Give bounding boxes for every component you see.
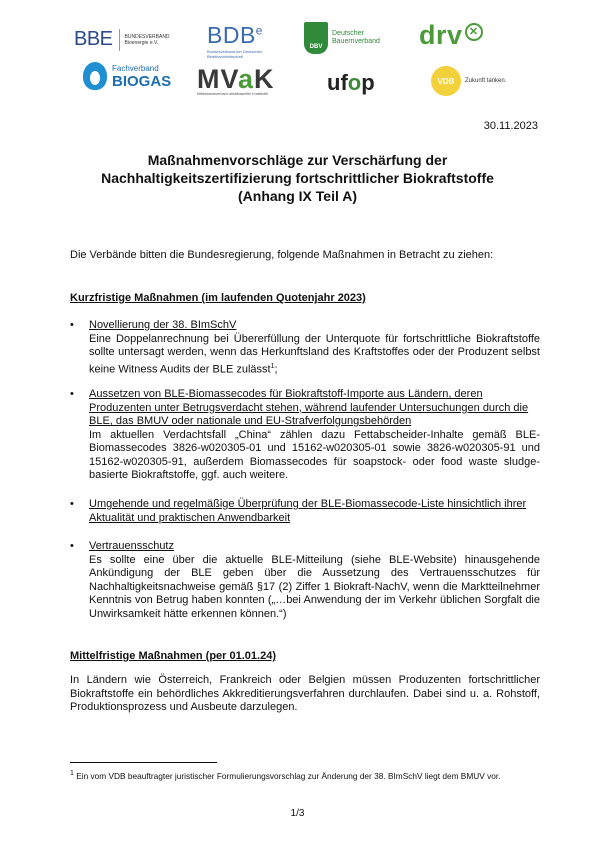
dbv-logo (304, 22, 380, 54)
bullet-icon: • (70, 540, 74, 552)
bullet-icon: • (70, 319, 74, 331)
dbv-logo-text: Deutscher Bauernverband (332, 30, 380, 45)
footnote: $^1$ Ein vom VDB beauftragter juristischer Formulierungsvorschlag zur Änderung der 38. BImSchV liegt dem BMUV vor. (70, 770, 501, 781)
list-item (70, 319, 540, 377)
logo-header (0, 0, 595, 110)
intro-text: Die Verbände bitten die Bundesregierung, folgende Maßnahmen in Betracht zu ziehen: (70, 249, 494, 261)
section-heading-medium-term: Mittelfristige Maßnahmen (per 01.01.24) (70, 650, 276, 662)
drv-cross-icon: ✕ (465, 23, 483, 41)
medium-term-paragraph: In Ländern wie Österreich, Frankreich oder Belgien müssen Produzenten fortschrittlicher Biokraftstoffe ein behördliches Akkreditierungsverfahren durchlaufen. Dabei sind u. a. Rohstoff, Produktionsprozess und Ausbeute darzulegen. (70, 674, 540, 713)
mvak-logo (197, 66, 275, 96)
list-item-heading: Aussetzen von BLE-Biomassecodes für Biokraftstoff-Importe aus Ländern, deren Produzenten unter Betrugsverdacht stehen, während laufender Untersuchungen durch die BLE, das BMUV oder nationale und EU-Strafverfolgungsbehörden (89, 388, 529, 427)
page-number: 1/3 (290, 808, 305, 819)
list-item-text: Im aktuellen Verdachtsfall „China“ zählen dazu Fettabscheider-Inhalte gemäß BLE-Biomassecodes 3826-w020305-01 und 15162-w020305-01 sowie 3826-w020305-91 und 15162-w020305-91, außerdem Biomassecodes für soapstock- oder food waste sludge-basierte Biokraftstoffe, ggf. auch weitere. (89, 428, 540, 481)
vdb-tagline: Zukunft tanken. (465, 78, 507, 84)
bullet-icon: • (70, 498, 74, 510)
list-item-text: Es sollte eine über die aktuelle BLE-Mitteilung (siehe BLE-Website) hinausgehende Ankündigung der BLE geben über die Aussetzung des Vertrauensschutzes für Nachhaltigkeitsnachweise gemäß §17 (2) Ziffer 1 Biokraft-NachV, wenn die Marktteilnehmer Kenntnis von Betrug haben konnten („…bei Anwendung der im Verkehr üblichen Sorgfalt die Unwirksamkeit hätte erkennen können.“) (89, 553, 540, 620)
mvak-logo-mark: MVaK (197, 64, 275, 94)
bdbe-logo (207, 22, 267, 59)
document-date: 30.11.2023 (483, 120, 538, 132)
bbe-logo-text: BUNDESVERBAND Bioenergie e.V. (124, 33, 170, 46)
list-item (70, 498, 540, 525)
list-item-heading: Vertrauensschutz (89, 540, 174, 552)
drv-logo-mark: drv (419, 20, 463, 50)
bbe-logo-divider (119, 29, 120, 51)
dbv-shield-icon: DBV (304, 22, 328, 54)
list-item (70, 388, 540, 483)
section-heading-short-term: Kurzfristige Maßnahmen (im laufenden Quotenjahr 2023) (70, 292, 366, 304)
ufop-logo (327, 70, 375, 96)
biogas-flame-icon (83, 62, 107, 90)
vdb-badge-icon: VDB (431, 66, 461, 96)
list-item-text: Eine Doppelanrechnung bei Übererfüllung der Unterquote für fortschrittliche Biokraftstoffe sollte untersagt werden, wenn das Herkunftsland des Kraftstoffes oder der Produzent selbst keine Witness Audits der BLE zulässt$^1$; (89, 332, 540, 376)
mvak-logo-subtitle: Mittelstandsverband abfallbasierter Kraftstoffe (197, 92, 269, 96)
bbe-logo-mark: BBE (74, 28, 113, 50)
document-title: Maßnahmenvorschläge zur Verschärfung der Nachhaltigkeitszertifizierung fortschrittlicher Biokraftstoffe (Anhang IX Teil A) (101, 152, 494, 204)
biogas-logo-text: Fachverband BIOGAS (112, 63, 172, 90)
footnote-divider (70, 762, 217, 763)
list-item (70, 540, 540, 621)
bullet-icon: • (70, 388, 74, 400)
footnote-ref: 1 (270, 362, 275, 370)
fachverband-biogas-logo (83, 62, 171, 90)
list-item-heading: Novellierung der 38. BImSchV (89, 319, 237, 331)
ufop-logo-mark: ufop (327, 70, 375, 95)
bbe-logo (74, 28, 170, 51)
drv-logo (419, 20, 483, 51)
bdbe-logo-subtitle: Bundesverband der Deutschen Bioethanolwirtschaft (207, 49, 263, 59)
vdb-logo (431, 66, 506, 96)
list-item-heading: Umgehende und regelmäßige Überprüfung der BLE-Biomassecode-Liste hinsichtlich ihrer Aktualität und praktischen Anwendbarkeit (89, 498, 527, 524)
bdbe-logo-mark: BDB$^e$ (207, 22, 263, 48)
